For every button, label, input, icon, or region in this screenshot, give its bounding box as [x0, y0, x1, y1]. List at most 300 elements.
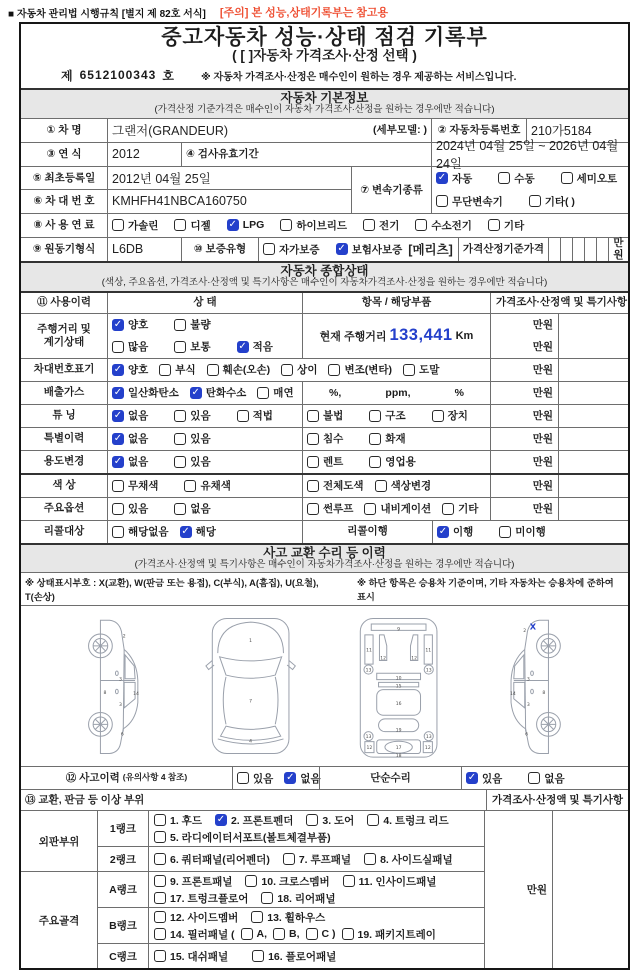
emission-options-cell	[107, 382, 302, 404]
rank2-items	[154, 852, 479, 867]
checkbox-unchecked[interactable]	[159, 364, 171, 376]
checkbox-checked[interactable]: ✓	[113, 432, 123, 444]
simple-repair-label: 단순수리	[319, 767, 461, 789]
checkbox-unchecked[interactable]	[432, 410, 444, 422]
checkbox-option[interactable]	[112, 317, 148, 332]
checkbox-unchecked[interactable]	[184, 480, 196, 492]
checkbox-unchecked[interactable]	[281, 364, 293, 376]
checkbox-option[interactable]	[432, 408, 468, 423]
vin-label: ⑥ 차 대 번 호	[33, 195, 95, 208]
checkbox-checked[interactable]: ✓	[286, 772, 295, 784]
checkbox-unchecked[interactable]	[263, 243, 275, 255]
checkbox-option[interactable]	[369, 431, 405, 446]
emission-values-cell	[302, 382, 490, 404]
options-items-cell	[302, 498, 490, 520]
checkbox-option[interactable]	[498, 171, 534, 186]
checkbox-label: 세미오토	[576, 172, 618, 185]
mileage-label-line2: 계기상태	[43, 335, 85, 348]
checkbox-unchecked[interactable]	[307, 433, 319, 445]
checkbox-unchecked[interactable]	[307, 410, 319, 422]
checkbox-option[interactable]	[364, 852, 453, 867]
special-price-note[interactable]	[558, 428, 628, 450]
rankC-row	[98, 943, 484, 968]
tuning-items-cell	[302, 405, 490, 427]
checkbox-option[interactable]	[561, 171, 618, 186]
checkbox-option[interactable]	[174, 339, 210, 354]
checkbox-option[interactable]	[363, 218, 399, 233]
simple-repair-options	[466, 771, 565, 786]
checkbox-option[interactable]	[367, 813, 448, 828]
row-engine-warranty	[21, 237, 628, 261]
checkbox-unchecked[interactable]	[237, 410, 249, 422]
checkbox-unchecked[interactable]	[369, 456, 381, 468]
checkbox-label: 가솔린	[128, 219, 159, 232]
checkbox-option[interactable]	[307, 408, 343, 423]
checkbox-checked[interactable]: ✓	[228, 219, 237, 231]
recall-mid-label: 리콜이행	[302, 521, 432, 543]
checkbox-checked[interactable]: ✓	[113, 455, 123, 467]
base-price-cell-2[interactable]	[560, 238, 572, 261]
checkbox-unchecked[interactable]	[342, 928, 354, 940]
exchange-table-left	[21, 811, 484, 968]
diagram-part-number: 19	[395, 728, 402, 734]
checkbox-label: 있음	[482, 772, 503, 785]
checkbox-option[interactable]	[112, 431, 148, 446]
checkbox-unchecked[interactable]	[343, 875, 355, 887]
base-price-cell-3[interactable]	[572, 238, 584, 261]
checkbox-option[interactable]	[375, 478, 432, 493]
checkbox-unchecked[interactable]	[364, 853, 376, 865]
diagram-part-number: 18	[395, 754, 402, 760]
checkbox-unchecked[interactable]	[529, 195, 541, 207]
reg-no-value: 210가5184	[526, 119, 628, 142]
checkbox-option[interactable]	[174, 454, 210, 469]
checkbox-unchecked[interactable]	[154, 950, 166, 962]
checkbox-label: 10. 크로스멤버	[261, 875, 330, 888]
checkbox-option[interactable]	[437, 524, 473, 539]
checkbox-option[interactable]	[369, 454, 415, 469]
checkbox-label: 훼손(오손)	[222, 364, 271, 377]
checkbox-option[interactable]	[281, 362, 317, 377]
diagram-part-number: 13	[425, 668, 432, 674]
service-note: ※ 자동차 가격조사·산정은 매수인이 원하는 경우 제공하는 서비스입니다.	[200, 71, 517, 83]
checkbox-unchecked[interactable]	[154, 892, 166, 904]
checkbox-label: 있음	[190, 456, 211, 469]
checkbox-option[interactable]	[284, 771, 320, 786]
checkbox-option[interactable]	[154, 874, 232, 889]
checkbox-label: 내비게이션	[380, 503, 432, 516]
checkbox-option[interactable]	[184, 478, 230, 493]
checkbox-option[interactable]	[174, 431, 210, 446]
checkbox-option[interactable]	[154, 927, 235, 942]
mileage-value: 133,441	[389, 326, 453, 345]
checkbox-checked[interactable]: ✓	[191, 386, 200, 398]
checkbox-unchecked[interactable]	[363, 219, 375, 231]
rank1-row	[98, 811, 484, 846]
checkbox-option[interactable]	[251, 910, 325, 925]
checkbox-unchecked[interactable]	[241, 928, 253, 940]
checkbox-unchecked[interactable]	[415, 219, 427, 231]
checkbox-option[interactable]	[273, 928, 300, 940]
checkbox-option[interactable]	[306, 928, 336, 940]
diagram-part-number: 12	[380, 656, 386, 662]
checkbox-unchecked[interactable]	[174, 410, 186, 422]
checkbox-option[interactable]	[403, 362, 439, 377]
checkbox-unchecked[interactable]	[280, 219, 292, 231]
checkbox-unchecked[interactable]	[364, 503, 376, 515]
mileage-item-label: 현재 주행거리	[319, 330, 387, 343]
rankB-items-line2	[154, 927, 479, 942]
checkbox-option[interactable]	[499, 524, 545, 539]
checkbox-option[interactable]	[215, 813, 293, 828]
row-special-history	[21, 427, 628, 450]
color-price-note[interactable]	[558, 475, 628, 497]
reg-no-label: ② 자동차등록번호	[431, 119, 526, 142]
checkbox-option[interactable]	[112, 524, 169, 539]
checkbox-option[interactable]	[306, 813, 354, 828]
mileage-price-note[interactable]	[558, 314, 628, 358]
checkbox-option[interactable]	[154, 830, 331, 845]
warranty-options	[263, 242, 402, 257]
checkbox-option[interactable]	[307, 501, 353, 516]
checkbox-option[interactable]	[528, 771, 564, 786]
checkbox-unchecked[interactable]	[207, 364, 219, 376]
checkbox-checked[interactable]: ✓	[216, 814, 226, 826]
checkbox-option[interactable]	[466, 771, 502, 786]
emission-price-note[interactable]	[558, 382, 628, 404]
checkbox-option[interactable]	[237, 771, 273, 786]
row-emission	[21, 381, 628, 404]
checkbox-unchecked[interactable]	[154, 911, 166, 923]
col-items: 항목 / 해당부품	[302, 293, 490, 313]
overall-column-headers	[21, 291, 628, 313]
checkbox-unchecked[interactable]	[245, 875, 257, 887]
base-price-cell-1[interactable]	[548, 238, 560, 261]
checkbox-checked[interactable]: ✓	[181, 525, 190, 537]
exchange-price-note[interactable]	[552, 811, 628, 968]
checkbox-option[interactable]	[369, 408, 405, 423]
checkbox-label: 침수	[323, 433, 344, 446]
checkbox-label: 부식	[175, 364, 196, 377]
checkbox-unchecked[interactable]	[488, 219, 500, 231]
checkbox-option[interactable]	[436, 171, 472, 186]
checkbox-unchecked[interactable]	[154, 853, 166, 865]
checkbox-unchecked[interactable]	[154, 814, 166, 826]
checkbox-unchecked[interactable]	[442, 503, 454, 515]
special-items	[307, 431, 406, 446]
checkbox-label: 도말	[419, 364, 440, 377]
checkbox-unchecked[interactable]	[561, 172, 573, 184]
recall-options	[112, 524, 216, 539]
checkbox-option[interactable]	[154, 813, 202, 828]
rankA-items-line1	[154, 874, 479, 889]
checkbox-unchecked[interactable]	[237, 772, 249, 784]
fuel-options	[112, 218, 524, 233]
year-label: ③ 연 식	[46, 148, 82, 161]
checkbox-unchecked[interactable]	[112, 341, 124, 353]
checkbox-label: 탄화수소	[205, 387, 247, 400]
checkbox-option[interactable]	[237, 408, 273, 423]
checkbox-unchecked[interactable]	[498, 172, 510, 184]
special-label: 특별이력	[43, 432, 85, 445]
options-price: 만원	[490, 498, 558, 520]
options-label: 주요옵션	[43, 502, 85, 515]
checkbox-option[interactable]	[252, 949, 336, 964]
section-note: (색상, 주요옵션, 가격조사·산정액 및 특기사항은 매수인이 자동차가격조사·산정을 원하는 경우에만 적습니다)	[101, 277, 548, 289]
checkbox-option[interactable]	[307, 478, 364, 493]
checkbox-unchecked[interactable]	[403, 364, 415, 376]
checkbox-option[interactable]	[112, 385, 179, 400]
checkbox-option[interactable]	[442, 501, 478, 516]
doc-number: 6512100343	[79, 68, 157, 83]
accident-options	[237, 771, 321, 786]
row-color	[21, 475, 628, 497]
checkbox-unchecked[interactable]	[154, 928, 166, 940]
options-state-cell	[107, 498, 302, 520]
checkbox-option[interactable]	[342, 927, 436, 942]
warning-text: [주의] 본 성능,상태기록부는 참고용	[219, 7, 389, 19]
checkbox-option[interactable]	[241, 928, 268, 940]
checkbox-label: 있음	[128, 503, 149, 516]
section-title: 자동차 종합상태	[280, 263, 369, 278]
checkbox-unchecked[interactable]	[283, 853, 295, 865]
checkbox-label: 일산화탄소	[128, 387, 179, 400]
rank1-label: 1랭크	[109, 823, 137, 836]
row-fuel	[21, 213, 628, 237]
car-name-cell	[107, 119, 431, 142]
checkbox-option[interactable]	[237, 339, 273, 354]
diagram-part-number: 13	[365, 735, 372, 741]
transmission-options-cell	[431, 167, 628, 213]
checkbox-unchecked[interactable]	[174, 219, 186, 231]
usage-price-note[interactable]	[558, 451, 628, 473]
checkbox-option[interactable]	[436, 194, 503, 209]
diagram-part-number: 3	[527, 703, 530, 709]
checkbox-unchecked[interactable]	[112, 480, 124, 492]
checkbox-option[interactable]	[159, 362, 195, 377]
car-top-diagram	[205, 613, 296, 759]
car-name-label: ① 차 명	[46, 124, 82, 137]
vin-plate-label: 차대번호표기	[33, 363, 95, 376]
checkbox-unchecked[interactable]	[112, 526, 124, 538]
checkbox-option[interactable]	[207, 362, 271, 377]
diagram-part-number: 12	[411, 656, 417, 662]
checkbox-option[interactable]	[280, 218, 347, 233]
vin-plate-options	[112, 362, 439, 377]
checkbox-unchecked[interactable]	[112, 503, 124, 515]
checkbox-option[interactable]	[257, 385, 293, 400]
checkbox-option[interactable]	[174, 317, 210, 332]
options-price-note[interactable]	[558, 498, 628, 520]
checkbox-option[interactable]	[174, 218, 210, 233]
checkbox-option[interactable]	[307, 431, 343, 446]
checkbox-unchecked[interactable]	[369, 433, 381, 445]
section-note: (가격조사·산정액 및 특기사항은 매수인이 자동차가격조사·산정을 원하는 경우에만 적습니다)	[134, 558, 515, 570]
checkbox-unchecked[interactable]	[369, 410, 381, 422]
checkbox-option[interactable]	[154, 891, 248, 906]
checkbox-option[interactable]	[112, 408, 148, 423]
color-label: 색 상	[52, 479, 76, 492]
checkbox-option[interactable]	[154, 852, 270, 867]
checkbox-option[interactable]	[328, 362, 392, 377]
checkbox-unchecked[interactable]	[306, 928, 318, 940]
checkbox-option[interactable]	[307, 454, 343, 469]
options-items	[307, 501, 478, 516]
checkbox-unchecked[interactable]	[436, 195, 448, 207]
base-price-cell-5[interactable]	[596, 238, 608, 261]
checkbox-unchecked[interactable]	[261, 892, 273, 904]
checkbox-option[interactable]	[245, 874, 329, 889]
checkbox-unchecked[interactable]	[251, 911, 263, 923]
checkbox-unchecked[interactable]	[375, 480, 387, 492]
vin-plate-options-cell	[107, 359, 490, 381]
diagram-part-number: 6	[120, 732, 124, 738]
usage-items	[307, 454, 416, 469]
checkbox-option[interactable]	[154, 949, 228, 964]
exchange-section-label: ⑬ 교환, 판금 등 이상 부위	[25, 794, 145, 807]
emission-hc-ppm: ppm,	[385, 386, 411, 399]
checkbox-unchecked[interactable]	[306, 814, 318, 826]
checkbox-checked[interactable]: ✓	[337, 243, 346, 255]
checkbox-checked[interactable]: ✓	[113, 409, 123, 421]
checkbox-option[interactable]	[488, 218, 524, 233]
diagram-part-number: 2	[523, 629, 527, 635]
checkbox-option[interactable]	[180, 524, 216, 539]
checkbox-option[interactable]	[112, 339, 148, 354]
checkbox-label: 11. 인사이드패널	[358, 875, 437, 888]
checkbox-checked[interactable]: ✓	[438, 525, 448, 537]
checkbox-label: 6. 쿼터패널(리어펜더)	[170, 853, 270, 866]
checkbox-unchecked[interactable]	[174, 456, 186, 468]
car-diagrams	[21, 605, 628, 766]
checkbox-label: 18. 리어패널	[277, 892, 336, 905]
checkbox-checked[interactable]: ✓	[238, 340, 247, 352]
checkbox-option[interactable]	[227, 219, 265, 231]
usage-state-cell	[107, 451, 302, 473]
warranty-label: ⑩ 보증유형	[181, 238, 258, 261]
recall-items-cell	[432, 521, 628, 543]
checkbox-unchecked[interactable]	[367, 814, 379, 826]
checkbox-unchecked[interactable]	[174, 319, 186, 331]
checkbox-unchecked[interactable]	[252, 950, 264, 962]
checkbox-option[interactable]	[364, 501, 431, 516]
checkbox-option[interactable]	[112, 454, 148, 469]
checkbox-label: 없음	[128, 433, 149, 446]
checkbox-option[interactable]	[343, 874, 437, 889]
checkbox-unchecked[interactable]	[307, 503, 319, 515]
checkbox-checked[interactable]: ✓	[467, 772, 477, 784]
checkbox-unchecked[interactable]	[528, 772, 540, 784]
form-body	[19, 22, 630, 970]
row-first-reg-vin-transmission	[21, 166, 628, 213]
checkbox-label: 3. 도어	[322, 814, 355, 827]
checkbox-unchecked[interactable]	[174, 503, 186, 515]
diagram-part-number: 14	[133, 692, 139, 698]
diagram-part-number: 3	[118, 703, 122, 709]
checkbox-option[interactable]	[261, 891, 335, 906]
diagram-part-number: 8	[103, 691, 107, 697]
checkbox-unchecked[interactable]	[499, 526, 511, 538]
state-codes-row	[21, 572, 628, 605]
diagram-part-number: 15	[395, 684, 402, 690]
checkbox-checked[interactable]: ✓	[113, 318, 123, 330]
mileage-unit: Km	[455, 329, 474, 342]
checkbox-option[interactable]	[190, 385, 247, 400]
outer-panel-label: 외판부위	[38, 835, 80, 848]
checkbox-unchecked[interactable]	[273, 928, 285, 940]
row-model-year	[21, 139, 628, 172]
warranty-company: [메리츠]	[408, 243, 453, 258]
checkbox-unchecked[interactable]	[257, 387, 269, 399]
checkbox-option[interactable]	[529, 194, 575, 209]
checkbox-option[interactable]	[415, 218, 472, 233]
checkbox-unchecked[interactable]	[174, 341, 186, 353]
vin-plate-price: 만원	[490, 359, 558, 381]
checkbox-option[interactable]	[154, 910, 238, 925]
checkbox-option[interactable]	[174, 408, 210, 423]
base-price-cell-4[interactable]	[584, 238, 596, 261]
checkbox-unchecked[interactable]	[154, 831, 166, 843]
diagram-part-number: 7	[248, 699, 252, 705]
recall-label: 리콜대상	[43, 525, 85, 538]
checkbox-option[interactable]	[263, 242, 320, 257]
col-price: 가격조사·산정액 및 특기사항	[490, 293, 632, 313]
checkbox-option[interactable]	[112, 218, 158, 233]
checkbox-unchecked[interactable]	[307, 456, 319, 468]
checkbox-unchecked[interactable]	[112, 219, 124, 231]
tuning-price-note[interactable]	[558, 405, 628, 427]
checkbox-checked[interactable]: ✓	[113, 386, 123, 398]
col-state: 상 태	[107, 293, 302, 313]
rankA-label: A랭크	[109, 884, 137, 897]
row-tuning	[21, 404, 628, 427]
section-accident-header	[21, 543, 628, 573]
checkbox-checked[interactable]: ✓	[113, 363, 123, 375]
checkbox-label: 유채색	[200, 480, 231, 493]
price-unit: 만원	[532, 341, 553, 354]
checkbox-option[interactable]	[336, 242, 403, 257]
checkbox-label: C )	[321, 928, 336, 941]
checkbox-label: A,	[256, 928, 267, 941]
checkbox-option[interactable]	[112, 362, 148, 377]
rankA-row	[98, 872, 484, 907]
checkbox-label: 전체도색	[323, 480, 364, 493]
checkbox-label: 양호	[128, 364, 149, 377]
checkbox-unchecked[interactable]	[154, 875, 166, 887]
checkbox-option[interactable]	[174, 501, 210, 516]
special-items-cell	[302, 428, 490, 450]
checkbox-label: 자동	[452, 172, 473, 185]
checkbox-label: 19. 패키지트레이	[357, 928, 436, 941]
diagram-part-number: 16	[395, 702, 402, 708]
transmission-options-2	[436, 194, 575, 209]
rank2-label: 2랭크	[109, 853, 137, 866]
checkbox-option[interactable]	[112, 501, 148, 516]
damage-mark-x: X	[529, 621, 537, 632]
checkbox-label: 보통	[190, 341, 211, 354]
mileage-label	[21, 314, 107, 358]
checkbox-unchecked[interactable]	[307, 480, 319, 492]
checkbox-unchecked[interactable]	[328, 364, 340, 376]
rankA-items-line2	[154, 891, 479, 906]
checkbox-unchecked[interactable]	[174, 433, 186, 445]
checkbox-option[interactable]	[112, 478, 158, 493]
checkbox-option[interactable]	[283, 852, 351, 867]
checkbox-checked[interactable]: ✓	[437, 172, 447, 184]
checkbox-label: 장치	[447, 410, 468, 423]
tuning-label: 튜 닝	[52, 409, 76, 422]
vin-plate-price-note[interactable]	[558, 359, 628, 381]
